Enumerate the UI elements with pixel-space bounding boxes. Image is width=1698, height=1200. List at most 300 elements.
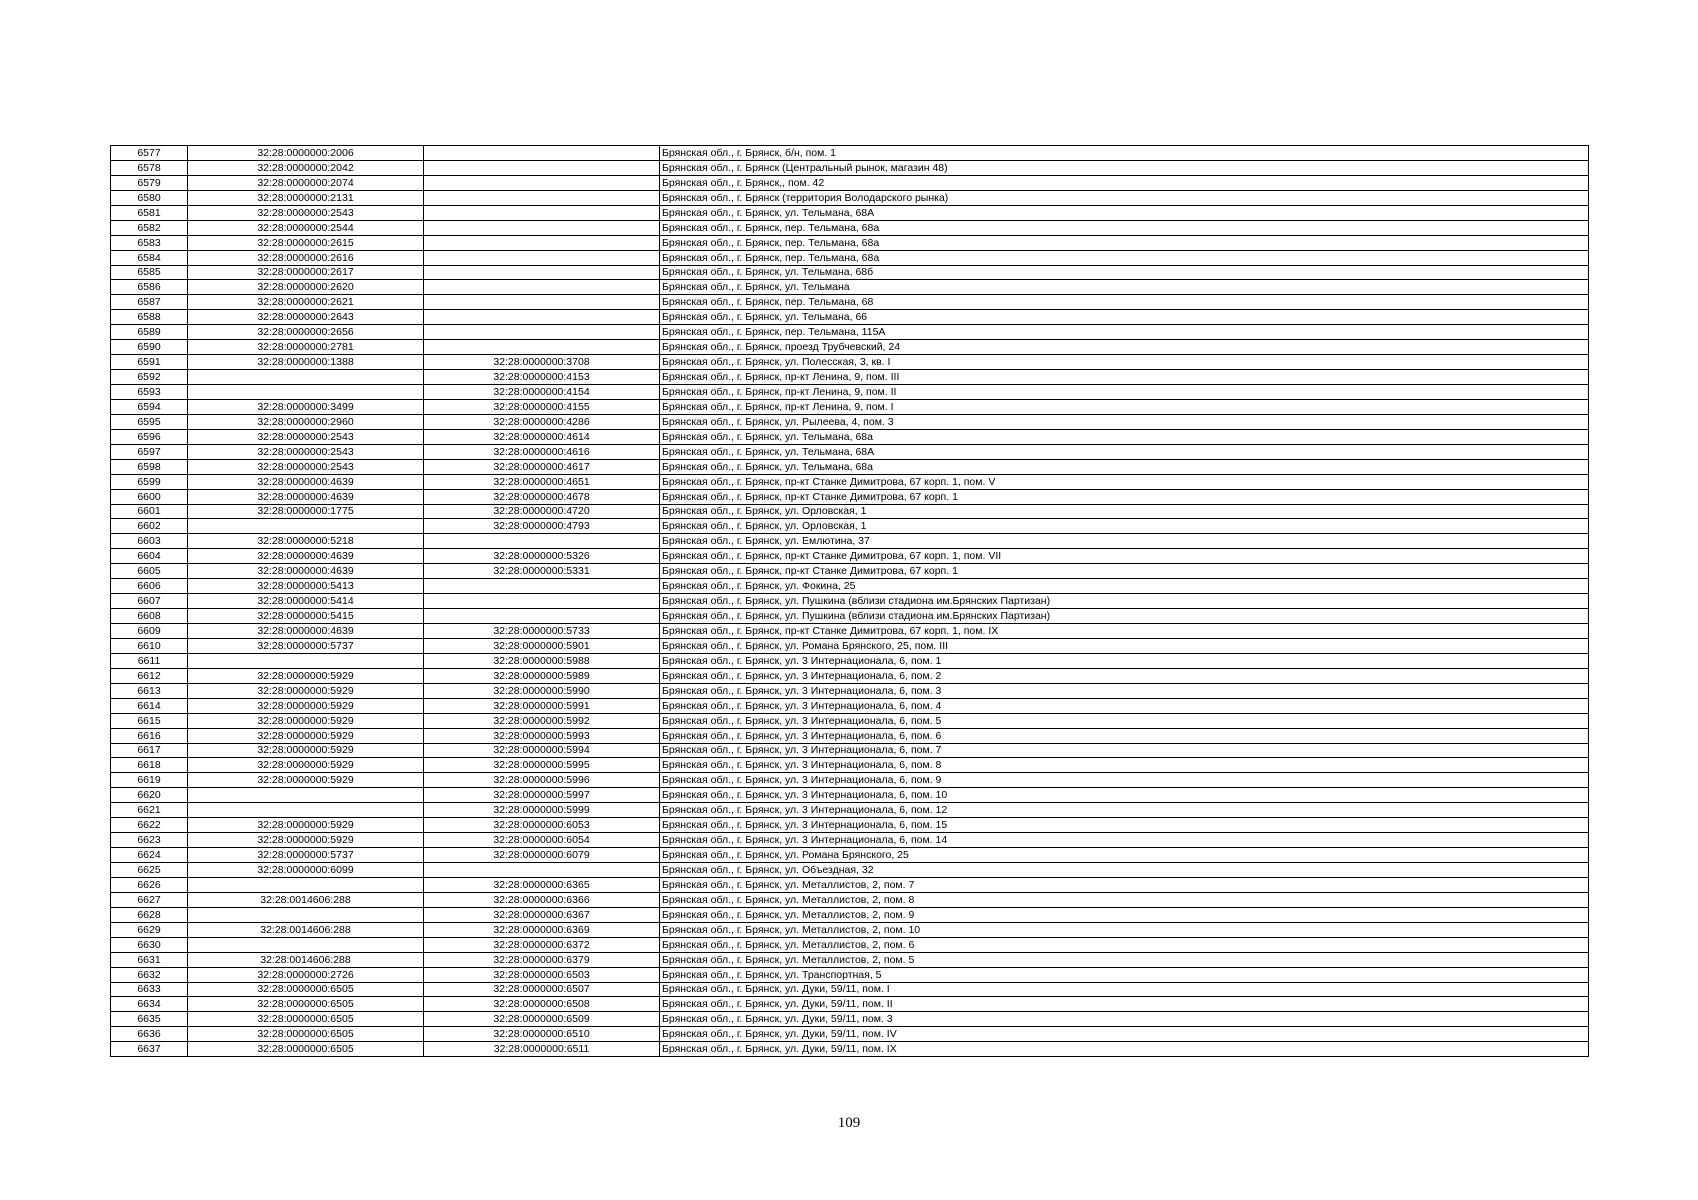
cadastral-number-cell: 32:28:0000000:5737 bbox=[188, 638, 424, 653]
cadastral-number-cell: 32:28:0000000:2074 bbox=[188, 175, 424, 190]
address-cell: Брянская обл., г. Брянск, пр-кт Станке Димитрова, 67 корп. 1 bbox=[660, 564, 1589, 579]
table-row bbox=[111, 967, 1589, 982]
cadastral-number-cell: 32:28:0000000:5929 bbox=[188, 818, 424, 833]
cadastral-number-cell bbox=[188, 385, 424, 400]
cadastral-number-cell: 32:28:0000000:2616 bbox=[188, 250, 424, 265]
row-number-cell: 6589 bbox=[111, 325, 188, 340]
page-number: 109 bbox=[837, 1115, 861, 1131]
table-row bbox=[111, 952, 1589, 967]
cadastral-number-cell: 32:28:0000000:5929 bbox=[188, 728, 424, 743]
address-cell: Брянская обл., г. Брянск, пер. Тельмана, 68а bbox=[660, 250, 1589, 265]
object-cadastral-number-cell bbox=[424, 235, 660, 250]
table-row bbox=[111, 429, 1589, 444]
table-row bbox=[111, 863, 1589, 878]
object-cadastral-number-cell bbox=[424, 220, 660, 235]
row-number-cell: 6595 bbox=[111, 414, 188, 429]
address-cell: Брянская обл., г. Брянск, ул. Тельмана, 68А bbox=[660, 205, 1589, 220]
table-row bbox=[111, 638, 1589, 653]
cadastral-number-cell bbox=[188, 653, 424, 668]
row-number-cell: 6608 bbox=[111, 609, 188, 624]
cadastral-number-cell: 32:28:0000000:2543 bbox=[188, 459, 424, 474]
object-cadastral-number-cell bbox=[424, 250, 660, 265]
row-number-cell: 6581 bbox=[111, 205, 188, 220]
address-cell: Брянская обл., г. Брянск, ул. Металлистов, 2, пом. 5 bbox=[660, 952, 1589, 967]
object-cadastral-number-cell: 32:28:0000000:6511 bbox=[424, 1042, 660, 1057]
row-number-cell: 6604 bbox=[111, 549, 188, 564]
address-cell: Брянская обл., г. Брянск, ул. Металлистов, 2, пом. 8 bbox=[660, 892, 1589, 907]
address-cell: Брянская обл., г. Брянск, ул. Тельмана, 68А bbox=[660, 444, 1589, 459]
table-row bbox=[111, 579, 1589, 594]
cadastral-number-cell: 32:28:0000000:4639 bbox=[188, 564, 424, 579]
address-cell: Брянская обл., г. Брянск, ул. Транспортная, 5 bbox=[660, 967, 1589, 982]
table-row bbox=[111, 385, 1589, 400]
address-cell: Брянская обл., г. Брянск, ул. 3 Интернационала, 6, пом. 15 bbox=[660, 818, 1589, 833]
row-number-cell: 6593 bbox=[111, 385, 188, 400]
cadastral-number-cell: 32:28:0000000:5415 bbox=[188, 609, 424, 624]
cadastral-number-cell: 32:28:0000000:6099 bbox=[188, 863, 424, 878]
table-row bbox=[111, 519, 1589, 534]
row-number-cell: 6597 bbox=[111, 444, 188, 459]
cadastral-number-cell: 32:28:0000000:2615 bbox=[188, 235, 424, 250]
table-row bbox=[111, 609, 1589, 624]
table-row bbox=[111, 175, 1589, 190]
address-cell: Брянская обл., г. Брянск, пр-кт Станке Димитрова, 67 корп. 1 bbox=[660, 489, 1589, 504]
cadastral-number-cell: 32:28:0000000:2543 bbox=[188, 205, 424, 220]
row-number-cell: 6587 bbox=[111, 295, 188, 310]
row-number-cell: 6632 bbox=[111, 967, 188, 982]
address-cell: Брянская обл., г. Брянск, ул. Металлистов, 2, пом. 7 bbox=[660, 877, 1589, 892]
table-row bbox=[111, 489, 1589, 504]
address-cell: Брянская обл., г. Брянск, ул. Дуки, 59/11, пом. IV bbox=[660, 1027, 1589, 1042]
cadastral-number-cell: 32:28:0000000:2656 bbox=[188, 325, 424, 340]
object-cadastral-number-cell: 32:28:0000000:6507 bbox=[424, 982, 660, 997]
table-row bbox=[111, 370, 1589, 385]
cadastral-number-cell: 32:28:0000000:4639 bbox=[188, 474, 424, 489]
cadastral-number-cell bbox=[188, 370, 424, 385]
cadastral-number-cell: 32:28:0000000:2726 bbox=[188, 967, 424, 982]
row-number-cell: 6606 bbox=[111, 579, 188, 594]
row-number-cell: 6616 bbox=[111, 728, 188, 743]
table-row bbox=[111, 459, 1589, 474]
object-cadastral-number-cell: 32:28:0000000:5996 bbox=[424, 773, 660, 788]
row-number-cell: 6618 bbox=[111, 758, 188, 773]
cadastral-number-cell: 32:28:0000000:1775 bbox=[188, 504, 424, 519]
table-row bbox=[111, 399, 1589, 414]
row-number-cell: 6582 bbox=[111, 220, 188, 235]
cadastral-number-cell: 32:28:0000000:6505 bbox=[188, 997, 424, 1012]
cadastral-number-cell: 32:28:0000000:5929 bbox=[188, 743, 424, 758]
address-cell: Брянская обл., г. Брянск, ул. Орловская, 1 bbox=[660, 504, 1589, 519]
object-cadastral-number-cell: 32:28:0000000:6510 bbox=[424, 1027, 660, 1042]
cadastral-number-cell bbox=[188, 877, 424, 892]
table-row bbox=[111, 534, 1589, 549]
table-row bbox=[111, 937, 1589, 952]
object-cadastral-number-cell: 32:28:0000000:5733 bbox=[424, 624, 660, 639]
object-cadastral-number-cell: 32:28:0000000:6365 bbox=[424, 877, 660, 892]
row-number-cell: 6605 bbox=[111, 564, 188, 579]
row-number-cell: 6624 bbox=[111, 848, 188, 863]
row-number-cell: 6600 bbox=[111, 489, 188, 504]
object-cadastral-number-cell: 32:28:0000000:4793 bbox=[424, 519, 660, 534]
row-number-cell: 6627 bbox=[111, 892, 188, 907]
object-cadastral-number-cell: 32:28:0000000:5997 bbox=[424, 788, 660, 803]
address-cell: Брянская обл., г. Брянск, ул. Рылеева, 4, пом. 3 bbox=[660, 414, 1589, 429]
cadastral-number-cell: 32:28:0000000:5929 bbox=[188, 713, 424, 728]
cadastral-number-cell bbox=[188, 803, 424, 818]
row-number-cell: 6602 bbox=[111, 519, 188, 534]
row-number-cell: 6594 bbox=[111, 399, 188, 414]
object-cadastral-number-cell: 32:28:0000000:6053 bbox=[424, 818, 660, 833]
table-row bbox=[111, 818, 1589, 833]
address-cell: Брянская обл., г. Брянск, ул. 3 Интернационала, 6, пом. 2 bbox=[660, 668, 1589, 683]
table-row bbox=[111, 848, 1589, 863]
row-number-cell: 6615 bbox=[111, 713, 188, 728]
object-cadastral-number-cell: 32:28:0000000:5988 bbox=[424, 653, 660, 668]
cadastral-number-cell: 32:28:0000000:6505 bbox=[188, 1012, 424, 1027]
table-row bbox=[111, 146, 1589, 161]
object-cadastral-number-cell: 32:28:0000000:6366 bbox=[424, 892, 660, 907]
row-number-cell: 6578 bbox=[111, 160, 188, 175]
object-cadastral-number-cell: 32:28:0000000:4155 bbox=[424, 399, 660, 414]
row-number-cell: 6610 bbox=[111, 638, 188, 653]
cadastral-number-cell: 32:28:0000000:2781 bbox=[188, 340, 424, 355]
address-cell: Брянская обл., г. Брянск, пер. Тельмана, 115А bbox=[660, 325, 1589, 340]
address-cell: Брянская обл., г. Брянск, ул. 3 Интернационала, 6, пом. 5 bbox=[660, 713, 1589, 728]
row-number-cell: 6612 bbox=[111, 668, 188, 683]
address-cell: Брянская обл., г. Брянск, пр-кт Ленина, 9, пом. II bbox=[660, 385, 1589, 400]
address-cell: Брянская обл., г. Брянск, пр-кт Ленина, 9, пом. III bbox=[660, 370, 1589, 385]
table-row bbox=[111, 474, 1589, 489]
cadastral-number-cell: 32:28:0000000:4639 bbox=[188, 489, 424, 504]
table-row bbox=[111, 310, 1589, 325]
table-row bbox=[111, 803, 1589, 818]
row-number-cell: 6617 bbox=[111, 743, 188, 758]
address-cell: Брянская обл., г. Брянск, ул. Пушкина (вблизи стадиона им.Брянских Партизан) bbox=[660, 594, 1589, 609]
cadastral-number-cell: 32:28:0000000:5929 bbox=[188, 698, 424, 713]
row-number-cell: 6621 bbox=[111, 803, 188, 818]
object-cadastral-number-cell bbox=[424, 594, 660, 609]
cadastral-number-cell: 32:28:0000000:6505 bbox=[188, 1042, 424, 1057]
address-cell: Брянская обл., г. Брянск, ул. 3 Интернационала, 6, пом. 4 bbox=[660, 698, 1589, 713]
cadastral-number-cell: 32:28:0000000:2620 bbox=[188, 280, 424, 295]
cadastral-number-cell: 32:28:0000000:2543 bbox=[188, 429, 424, 444]
table-row bbox=[111, 220, 1589, 235]
object-cadastral-number-cell: 32:28:0000000:4616 bbox=[424, 444, 660, 459]
object-cadastral-number-cell: 32:28:0000000:3708 bbox=[424, 355, 660, 370]
table-row bbox=[111, 668, 1589, 683]
table-row bbox=[111, 683, 1589, 698]
row-number-cell: 6626 bbox=[111, 877, 188, 892]
row-number-cell: 6613 bbox=[111, 683, 188, 698]
cadastral-number-cell: 32:28:0014606:288 bbox=[188, 892, 424, 907]
object-cadastral-number-cell: 32:28:0000000:5326 bbox=[424, 549, 660, 564]
object-cadastral-number-cell: 32:28:0000000:5992 bbox=[424, 713, 660, 728]
object-cadastral-number-cell: 32:28:0000000:5901 bbox=[424, 638, 660, 653]
cadastral-number-cell: 32:28:0000000:5414 bbox=[188, 594, 424, 609]
object-cadastral-number-cell: 32:28:0000000:4678 bbox=[424, 489, 660, 504]
cadastral-number-cell bbox=[188, 937, 424, 952]
row-number-cell: 6590 bbox=[111, 340, 188, 355]
table-row bbox=[111, 1042, 1589, 1057]
cadastral-number-cell: 32:28:0000000:2643 bbox=[188, 310, 424, 325]
row-number-cell: 6596 bbox=[111, 429, 188, 444]
cadastral-number-cell: 32:28:0000000:2042 bbox=[188, 160, 424, 175]
table-row bbox=[111, 997, 1589, 1012]
cadastral-number-cell: 32:28:0000000:5929 bbox=[188, 758, 424, 773]
address-cell: Брянская обл., г. Брянск, ул. Дуки, 59/11, пом. I bbox=[660, 982, 1589, 997]
address-cell: Брянская обл., г. Брянск (территория Володарского рынка) bbox=[660, 190, 1589, 205]
address-cell: Брянская обл., г. Брянск, проезд Трубчевский, 24 bbox=[660, 340, 1589, 355]
address-cell: Брянская обл., г. Брянск, ул. 3 Интернационала, 6, пом. 7 bbox=[660, 743, 1589, 758]
address-cell: Брянская обл., г. Брянск, пр-кт Станке Димитрова, 67 корп. 1, пом. VII bbox=[660, 549, 1589, 564]
address-cell: Брянская обл., г. Брянск, ул. Тельмана, 66 bbox=[660, 310, 1589, 325]
row-number-cell: 6636 bbox=[111, 1027, 188, 1042]
cadastral-number-cell bbox=[188, 788, 424, 803]
row-number-cell: 6577 bbox=[111, 146, 188, 161]
table-row bbox=[111, 773, 1589, 788]
object-cadastral-number-cell: 32:28:0000000:6369 bbox=[424, 922, 660, 937]
object-cadastral-number-cell: 32:28:0000000:4720 bbox=[424, 504, 660, 519]
table-row bbox=[111, 190, 1589, 205]
table-row bbox=[111, 1012, 1589, 1027]
table-row bbox=[111, 624, 1589, 639]
table-row bbox=[111, 653, 1589, 668]
cadastral-number-cell: 32:28:0000000:3499 bbox=[188, 399, 424, 414]
address-cell: Брянская обл., г. Брянск, ул. Тельмана, 68б bbox=[660, 265, 1589, 280]
row-number-cell: 6599 bbox=[111, 474, 188, 489]
row-number-cell: 6619 bbox=[111, 773, 188, 788]
table-row bbox=[111, 160, 1589, 175]
table-row bbox=[111, 758, 1589, 773]
row-number-cell: 6607 bbox=[111, 594, 188, 609]
table-row bbox=[111, 713, 1589, 728]
row-number-cell: 6625 bbox=[111, 863, 188, 878]
table-row bbox=[111, 355, 1589, 370]
object-cadastral-number-cell: 32:28:0000000:4614 bbox=[424, 429, 660, 444]
address-cell: Брянская обл., г. Брянск, ул. Романа Брянского, 25 bbox=[660, 848, 1589, 863]
object-cadastral-number-cell: 32:28:0000000:6054 bbox=[424, 833, 660, 848]
address-cell: Брянская обл., г. Брянск, ул. 3 Интернационала, 6, пом. 3 bbox=[660, 683, 1589, 698]
address-cell: Брянская обл., г. Брянск, ул. Металлистов, 2, пом. 10 bbox=[660, 922, 1589, 937]
table-row bbox=[111, 564, 1589, 579]
row-number-cell: 6580 bbox=[111, 190, 188, 205]
object-cadastral-number-cell bbox=[424, 280, 660, 295]
cadastral-number-cell: 32:28:0000000:5929 bbox=[188, 773, 424, 788]
address-cell: Брянская обл., г. Брянск, ул. 3 Интернационала, 6, пом. 1 bbox=[660, 653, 1589, 668]
table-row bbox=[111, 504, 1589, 519]
address-cell: Брянская обл., г. Брянск, ул. 3 Интернационала, 6, пом. 12 bbox=[660, 803, 1589, 818]
cadastral-number-cell: 32:28:0000000:6505 bbox=[188, 982, 424, 997]
cadastral-number-cell: 32:28:0000000:1388 bbox=[188, 355, 424, 370]
address-cell: Брянская обл., г. Брянск, ул. Тельмана, 68а bbox=[660, 459, 1589, 474]
table-row bbox=[111, 295, 1589, 310]
address-cell: Брянская обл., г. Брянск, ул. Металлистов, 2, пом. 9 bbox=[660, 907, 1589, 922]
address-cell: Брянская обл., г. Брянск, ул. Дуки, 59/11, пом. II bbox=[660, 997, 1589, 1012]
cadastral-number-cell: 32:28:0000000:2006 bbox=[188, 146, 424, 161]
object-cadastral-number-cell bbox=[424, 579, 660, 594]
table-row bbox=[111, 833, 1589, 848]
table-row bbox=[111, 788, 1589, 803]
row-number-cell: 6585 bbox=[111, 265, 188, 280]
registry-table-body bbox=[111, 146, 1589, 1057]
row-number-cell: 6629 bbox=[111, 922, 188, 937]
object-cadastral-number-cell: 32:28:0000000:4651 bbox=[424, 474, 660, 489]
object-cadastral-number-cell bbox=[424, 534, 660, 549]
object-cadastral-number-cell bbox=[424, 160, 660, 175]
object-cadastral-number-cell bbox=[424, 205, 660, 220]
table-row bbox=[111, 743, 1589, 758]
table-row bbox=[111, 325, 1589, 340]
table-row bbox=[111, 414, 1589, 429]
address-cell: Брянская обл., г. Брянск, ул. Полесская, 3, кв. I bbox=[660, 355, 1589, 370]
address-cell: Брянская обл., г. Брянск, пр-кт Станке Димитрова, 67 корп. 1, пом. V bbox=[660, 474, 1589, 489]
object-cadastral-number-cell: 32:28:0000000:6503 bbox=[424, 967, 660, 982]
object-cadastral-number-cell: 32:28:0000000:6079 bbox=[424, 848, 660, 863]
address-cell: Брянская обл., г. Брянск, ул. Орловская, 1 bbox=[660, 519, 1589, 534]
table-row bbox=[111, 205, 1589, 220]
cadastral-number-cell: 32:28:0000000:5218 bbox=[188, 534, 424, 549]
address-cell: Брянская обл., г. Брянск, пр-кт Станке Димитрова, 67 корп. 1, пом. IX bbox=[660, 624, 1589, 639]
row-number-cell: 6579 bbox=[111, 175, 188, 190]
address-cell: Брянская обл., г. Брянск, ул. Дуки, 59/11, пом. 3 bbox=[660, 1012, 1589, 1027]
address-cell: Брянская обл., г. Брянск (Центральный рынок, магазин 48) bbox=[660, 160, 1589, 175]
object-cadastral-number-cell: 32:28:0000000:5331 bbox=[424, 564, 660, 579]
cadastral-number-cell: 32:28:0000000:5929 bbox=[188, 668, 424, 683]
row-number-cell: 6614 bbox=[111, 698, 188, 713]
cadastral-number-cell: 32:28:0000000:5929 bbox=[188, 833, 424, 848]
object-cadastral-number-cell: 32:28:0000000:5995 bbox=[424, 758, 660, 773]
object-cadastral-number-cell: 32:28:0000000:5993 bbox=[424, 728, 660, 743]
table-row bbox=[111, 698, 1589, 713]
object-cadastral-number-cell bbox=[424, 265, 660, 280]
address-cell: Брянская обл., г. Брянск, ул. 3 Интернационала, 6, пом. 6 bbox=[660, 728, 1589, 743]
row-number-cell: 6603 bbox=[111, 534, 188, 549]
registry-table bbox=[110, 145, 1589, 1057]
row-number-cell: 6609 bbox=[111, 624, 188, 639]
address-cell: Брянская обл., г. Брянск, ул. Металлистов, 2, пом. 6 bbox=[660, 937, 1589, 952]
row-number-cell: 6634 bbox=[111, 997, 188, 1012]
object-cadastral-number-cell bbox=[424, 190, 660, 205]
row-number-cell: 6601 bbox=[111, 504, 188, 519]
table-row bbox=[111, 280, 1589, 295]
address-cell: Брянская обл., г. Брянск, ул. 3 Интернационала, 6, пом. 8 bbox=[660, 758, 1589, 773]
address-cell: Брянская обл., г. Брянск, пер. Тельмана, 68 bbox=[660, 295, 1589, 310]
cadastral-number-cell: 32:28:0000000:4639 bbox=[188, 549, 424, 564]
cadastral-number-cell: 32:28:0000000:4639 bbox=[188, 624, 424, 639]
object-cadastral-number-cell: 32:28:0000000:6372 bbox=[424, 937, 660, 952]
cadastral-number-cell: 32:28:0000000:2960 bbox=[188, 414, 424, 429]
address-cell: Брянская обл., г. Брянск, пр-кт Ленина, 9, пом. I bbox=[660, 399, 1589, 414]
table-row bbox=[111, 594, 1589, 609]
row-number-cell: 6583 bbox=[111, 235, 188, 250]
cadastral-number-cell: 32:28:0000000:5413 bbox=[188, 579, 424, 594]
cadastral-number-cell: 32:28:0014606:288 bbox=[188, 922, 424, 937]
object-cadastral-number-cell bbox=[424, 310, 660, 325]
table-row bbox=[111, 340, 1589, 355]
address-cell: Брянская обл., г. Брянск, ул. 3 Интернационала, 6, пом. 10 bbox=[660, 788, 1589, 803]
row-number-cell: 6635 bbox=[111, 1012, 188, 1027]
address-cell: Брянская обл., г. Брянск, ул. Емлютина, 37 bbox=[660, 534, 1589, 549]
table-row bbox=[111, 549, 1589, 564]
address-cell: Брянская обл., г. Брянск, ул. 3 Интернационала, 6, пом. 9 bbox=[660, 773, 1589, 788]
cadastral-number-cell: 32:28:0014606:288 bbox=[188, 952, 424, 967]
row-number-cell: 6592 bbox=[111, 370, 188, 385]
table-row bbox=[111, 444, 1589, 459]
table-row bbox=[111, 250, 1589, 265]
object-cadastral-number-cell bbox=[424, 146, 660, 161]
object-cadastral-number-cell: 32:28:0000000:5999 bbox=[424, 803, 660, 818]
object-cadastral-number-cell bbox=[424, 325, 660, 340]
object-cadastral-number-cell: 32:28:0000000:5989 bbox=[424, 668, 660, 683]
object-cadastral-number-cell: 32:28:0000000:4154 bbox=[424, 385, 660, 400]
row-number-cell: 6637 bbox=[111, 1042, 188, 1057]
object-cadastral-number-cell: 32:28:0000000:6367 bbox=[424, 907, 660, 922]
cadastral-number-cell: 32:28:0000000:2544 bbox=[188, 220, 424, 235]
table-row bbox=[111, 892, 1589, 907]
table-row bbox=[111, 728, 1589, 743]
address-cell: Брянская обл., г. Брянск, ул. Дуки, 59/11, пом. IX bbox=[660, 1042, 1589, 1057]
address-cell: Брянская обл., г. Брянск, пер. Тельмана, 68а bbox=[660, 235, 1589, 250]
table-row bbox=[111, 877, 1589, 892]
address-cell: Брянская обл., г. Брянск, ул. Пушкина (вблизи стадиона им.Брянских Партизан) bbox=[660, 609, 1589, 624]
address-cell: Брянская обл., г. Брянск, ул. Объездная, 32 bbox=[660, 863, 1589, 878]
object-cadastral-number-cell: 32:28:0000000:5990 bbox=[424, 683, 660, 698]
table-row bbox=[111, 235, 1589, 250]
row-number-cell: 6586 bbox=[111, 280, 188, 295]
row-number-cell: 6620 bbox=[111, 788, 188, 803]
row-number-cell: 6628 bbox=[111, 907, 188, 922]
object-cadastral-number-cell: 32:28:0000000:5991 bbox=[424, 698, 660, 713]
cadastral-number-cell: 32:28:0000000:5737 bbox=[188, 848, 424, 863]
row-number-cell: 6611 bbox=[111, 653, 188, 668]
row-number-cell: 6623 bbox=[111, 833, 188, 848]
object-cadastral-number-cell: 32:28:0000000:4286 bbox=[424, 414, 660, 429]
cadastral-number-cell: 32:28:0000000:5929 bbox=[188, 683, 424, 698]
object-cadastral-number-cell bbox=[424, 340, 660, 355]
cadastral-number-cell: 32:28:0000000:2621 bbox=[188, 295, 424, 310]
table-row bbox=[111, 907, 1589, 922]
address-cell: Брянская обл., г. Брянск, ул. Фокина, 25 bbox=[660, 579, 1589, 594]
row-number-cell: 6591 bbox=[111, 355, 188, 370]
table-row bbox=[111, 1027, 1589, 1042]
row-number-cell: 6598 bbox=[111, 459, 188, 474]
table-row bbox=[111, 265, 1589, 280]
cadastral-number-cell bbox=[188, 519, 424, 534]
row-number-cell: 6633 bbox=[111, 982, 188, 997]
object-cadastral-number-cell: 32:28:0000000:6509 bbox=[424, 1012, 660, 1027]
row-number-cell: 6630 bbox=[111, 937, 188, 952]
row-number-cell: 6631 bbox=[111, 952, 188, 967]
address-cell: Брянская обл., г. Брянск, ул. Тельмана bbox=[660, 280, 1589, 295]
cadastral-number-cell: 32:28:0000000:2543 bbox=[188, 444, 424, 459]
row-number-cell: 6584 bbox=[111, 250, 188, 265]
cadastral-number-cell: 32:28:0000000:2131 bbox=[188, 190, 424, 205]
object-cadastral-number-cell: 32:28:0000000:4617 bbox=[424, 459, 660, 474]
address-cell: Брянская обл., г. Брянск, пер. Тельмана, 68а bbox=[660, 220, 1589, 235]
object-cadastral-number-cell: 32:28:0000000:4153 bbox=[424, 370, 660, 385]
cadastral-number-cell: 32:28:0000000:6505 bbox=[188, 1027, 424, 1042]
address-cell: Брянская обл., г. Брянск,, пом. 42 bbox=[660, 175, 1589, 190]
cadastral-number-cell: 32:28:0000000:2617 bbox=[188, 265, 424, 280]
cadastral-number-cell bbox=[188, 907, 424, 922]
row-number-cell: 6622 bbox=[111, 818, 188, 833]
object-cadastral-number-cell bbox=[424, 175, 660, 190]
table-row bbox=[111, 982, 1589, 997]
object-cadastral-number-cell: 32:28:0000000:6379 bbox=[424, 952, 660, 967]
object-cadastral-number-cell bbox=[424, 863, 660, 878]
address-cell: Брянская обл., г. Брянск, б/н, пом. 1 bbox=[660, 146, 1589, 161]
object-cadastral-number-cell bbox=[424, 609, 660, 624]
